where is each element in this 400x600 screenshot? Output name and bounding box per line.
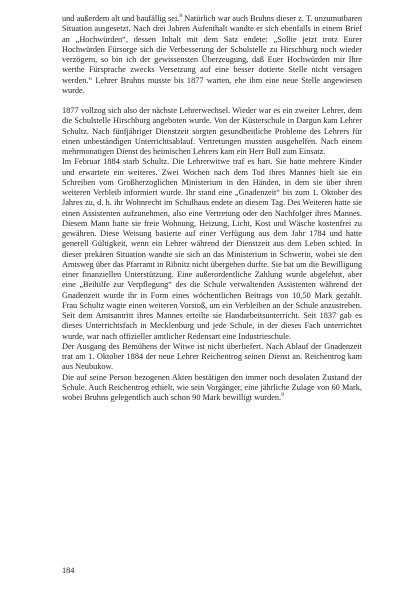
paragraph-3: Im Februar 1884 starb Schultz. Die Lehrerwitwe traf es hart. Sie hatte mehrere Kinder und erwartete ein weiteres. Zwei Wochen nach dem Tod ihres Mannes hielt sie ein Schreiben vom Großherzoglichen Ministerium in den Händen, in dem sie über ihren weiteren Verbleib informiert wurde. Ihr stand eine „Gnadenzeit“ bis zum 1. Oktober des Jahres zu, d. h. ihr Wohnrecht im Schulhaus endete an diesem Tag. Des Weiteren hatte sie einen Assistenten aufzunehmen, also eine Vertretung oder den Nachfolger ihres Mannes. Diesem Mann hatte sie freie Wohnung, Heizung, Licht, Kost und Wäsche kostenfrei zu gewähren. Diese Weisung basierte auf einer Verfügung aus dem Jahr 1784 und hatte generell Gültigkeit, wenn ein Lehrer während der Dienstzeit aus dem Leben schied. In dieser prekären Situation wandte sie sich an das Ministerium in Schwerin, wobei sie den Amtsweg über das Pfarramt in Ribnitz nicht übergehen durfte. Sie bat um die Bewilligung einer finanziellen Unterstützung. Eine außerordentliche Zahlung wurde abgelehnt, aber eine „Beihilfe zur Verpflegung“ des die Schule verwaltenden Assistenten während der Gnadenzeit wurde ihr in Form eines wöchentlichen Beitrags von 10,50 Mark gezahlt. Frau Schultz wagte einen weiteren Vorstoß, um ein Verbleiben an der Schule anzustreben. Seit dem Amtsantritt ihres Mannes erteilte sie Handarbeitsunterricht. Seit 1837 gab es dieses Unterrichtsfach in Mecklenburg und jede Schule, in der dieses Fach unterrichtet wurde, war nach offizieller amtlicher Redensart eine Industrieschule. [62, 157, 362, 341]
footnote-marker: 9 [281, 392, 284, 399]
paragraph-2: 1877 vollzog sich also der nächste Lehrerwechsel. Wieder war es ein zweiter Lehrer, dem die Schulstelle Hirschburg angeboten wurde. Von der Küsterschule in Dargun kam Lehrer Schultz. Nach fünfjähriger Dienstzeit sorgten gesundheitliche Probleme des Lehrers für einen unbeständigen Unterrichtsablauf. Vertretungen mussten ausgehelfen. Nach einem mehrmonatigen Dienst des heimischen Lehrers kam ein Herr Bull zum Einsatz. [62, 106, 362, 156]
paragraph-5: Die auf seine Person bezogenen Akten bestätigen den immer noch desolaten Zustand der Schule. Auch Reichentrog erhielt, wie sein Vorgänger, eine jährliche Zulage von 60 Mark, wobei Bruhns gelegentlich auch schon 90 Mark bewilligt wurden.$^9$ [62, 372, 362, 402]
page-number: 184 [62, 566, 75, 575]
footnote-marker: 8 [179, 13, 183, 20]
body-text [62, 14, 362, 403]
paragraph-1: und außerdem alt und baufällig sei.$^8$ Natürlich war auch Bruhns dieser z. T. unzumutbaren Situation ausgesetzt. Nach drei Jahren Aufenthalt wandte er sich ebenfalls in einem Brief an „Hochwürden“, dessen Inhalt mit dem Satz endete: „Sollte jetzt trotz Eurer Hochwürden Fürsorge sich die Verbesserung der Schulstelle zu Hirschburg noch wieder verzögern, so bin ich der gewissensten Überzeugung, daß Euer Hochwürden mir Ihre werthe Fürsprache zwecks Versetzung auf eine besser dotierte Stelle nicht versagen werden.“ Lehrer Bruhns musste bis 1877 warten, ehe ihm eine neue Stelle angewiesen wurde. [62, 13, 362, 95]
paragraph-4: Der Ausgang des Bemühens der Witwe ist nicht überliefert. Nach Ablauf der Gnadenzeit trat am 1. Oktober 1884 der neue Lehrer Reichentrog seinen Dienst an. Reichentrog kam aus Neubukow. [62, 341, 362, 372]
